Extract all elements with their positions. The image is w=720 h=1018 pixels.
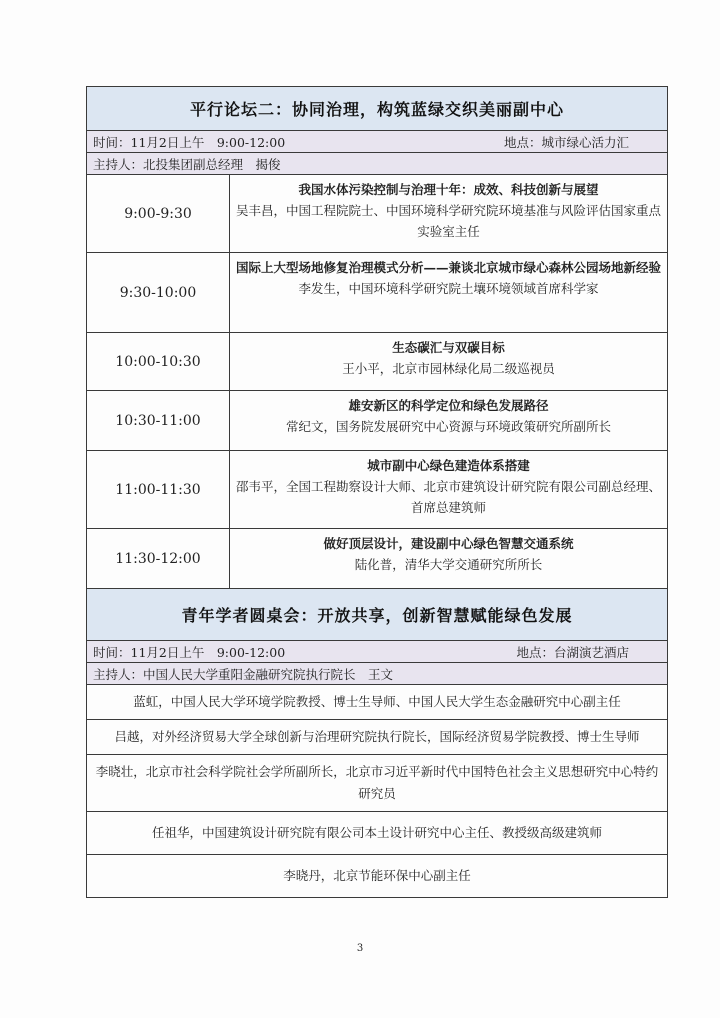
roundtable-time: 时间：11月2日上午 9:00-12:00	[93, 644, 286, 660]
roundtable-member: 任祖华，中国建筑设计研究院有限公司本土设计研究中心主任、教授级高级建筑师	[86, 812, 668, 855]
session-row	[86, 391, 668, 451]
session-speaker: 吴丰昌，中国工程院院士、中国环境科学研究院环境基准与风险评估国家重点实验室主任	[236, 203, 662, 239]
session-row	[86, 175, 668, 253]
session-speaker: 王小平，北京市园林绿化局二级巡视员	[342, 361, 555, 376]
forum2-time-location-row	[86, 131, 668, 153]
agenda-table	[86, 86, 668, 898]
session-speaker: 陆化普，清华大学交通研究所所长	[354, 557, 543, 572]
session-time: 9:00-9:30	[87, 175, 230, 252]
session-topic: 我国水体污染控制与治理十年：成效、科技创新与展望	[298, 182, 599, 197]
session-speaker: 李发生，中国环境科学研究院土壤环境领域首席科学家	[298, 281, 599, 296]
session-topic: 城市副中心绿色建造体系搭建	[367, 458, 530, 473]
roundtable-member: 蓝虹，中国人民大学环境学院教授、博士生导师、中国人民大学生态金融研究中心副主任	[86, 685, 668, 720]
session-speaker: 邵韦平，全国工程勘察设计大师、北京市建筑设计研究院有限公司副总经理、首席总建筑师	[236, 479, 662, 515]
session-time: 11:30-12:00	[87, 529, 230, 588]
roundtable-time-location-row	[86, 641, 668, 663]
roundtable-member: 李晓壮，北京市社会科学院社会学所副所长，北京市习近平新时代中国特色社会主义思想研究中心特约研究员	[86, 755, 668, 812]
roundtable-location: 地点：台湖演艺酒店	[516, 644, 629, 660]
session-row	[86, 529, 668, 589]
session-row	[86, 333, 668, 391]
session-time: 10:30-11:00	[87, 391, 230, 450]
forum2-title: 平行论坛二：协同治理，构筑蓝绿交织美丽副中心	[86, 86, 668, 131]
roundtable-host: 主持人：中国人民大学重阳金融研究院执行院长 王文	[93, 666, 394, 682]
session-time: 10:00-10:30	[87, 333, 230, 390]
session-topic: 雄安新区的科学定位和绿色发展路径	[348, 398, 549, 413]
forum2-time: 时间：11月2日上午 9:00-12:00	[93, 134, 286, 150]
roundtable-member: 李晓丹，北京节能环保中心副主任	[86, 855, 668, 898]
session-time: 9:30-10:00	[87, 253, 230, 332]
session-topic: 做好顶层设计，建设副中心绿色智慧交通系统	[323, 536, 574, 551]
roundtable-title: 青年学者圆桌会：开放共享，创新智慧赋能绿色发展	[86, 589, 668, 641]
forum2-host: 主持人：北投集团副总经理 揭俊	[93, 156, 281, 172]
roundtable-member: 吕越，对外经济贸易大学全球创新与治理研究院执行院长，国际经济贸易学院教授、博士生导师	[86, 720, 668, 755]
session-speaker: 常纪文，国务院发展研究中心资源与环境政策研究所副所长	[285, 419, 611, 434]
forum2-location: 地点：城市绿心活力汇	[503, 134, 629, 150]
session-row	[86, 451, 668, 529]
session-topic: 国际上大型场地修复治理模式分析——兼谈北京城市绿心森林公园场地新经验	[236, 260, 662, 275]
forum2-host-row	[86, 153, 668, 175]
session-row	[86, 253, 668, 333]
session-topic: 生态碳汇与双碳目标	[392, 340, 505, 355]
page-number: 3	[356, 943, 364, 954]
roundtable-host-row	[86, 663, 668, 685]
session-time: 11:00-11:30	[87, 451, 230, 528]
